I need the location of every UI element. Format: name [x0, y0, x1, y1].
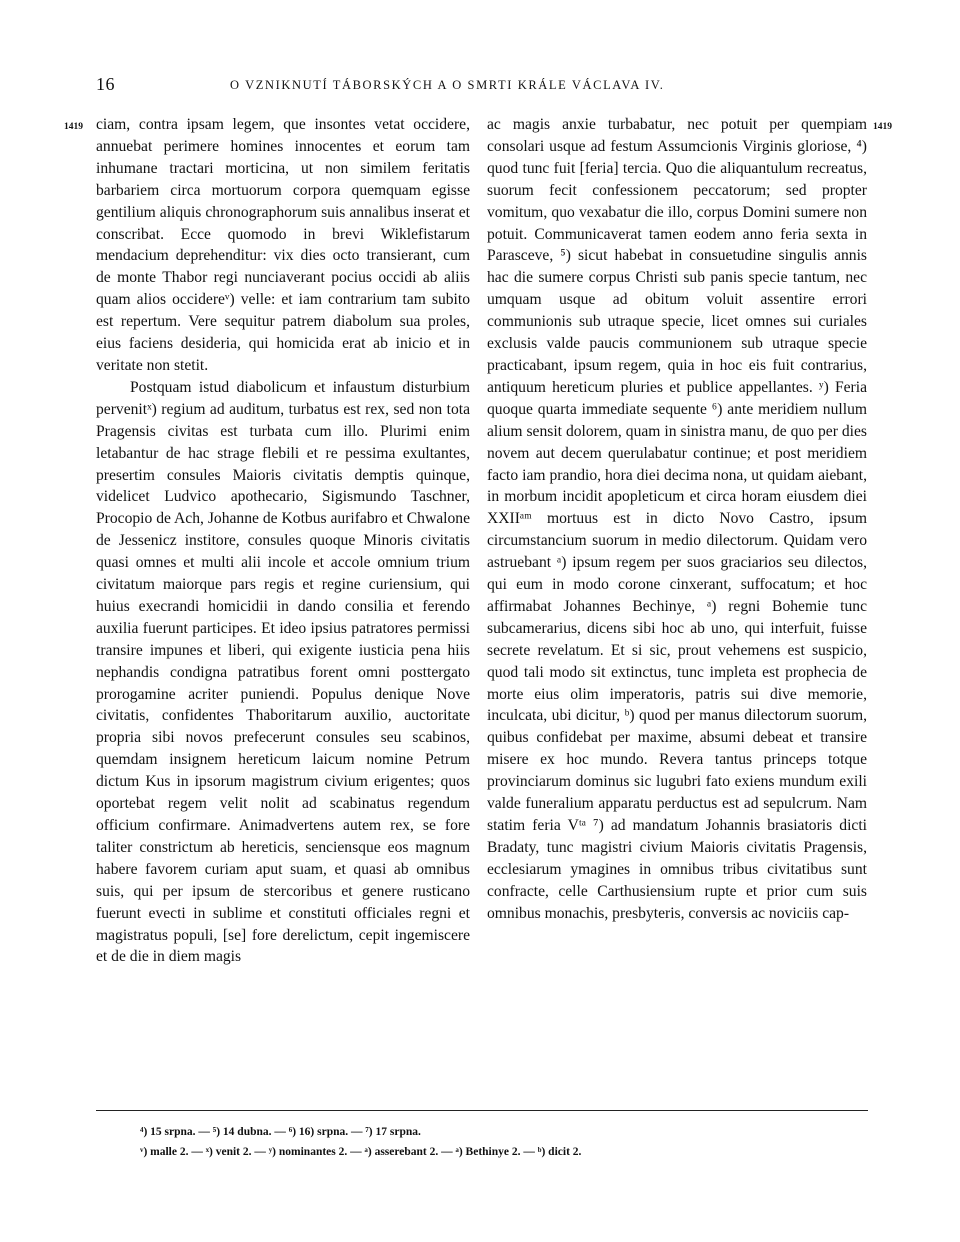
paragraph: ac magis anxie turbabatur, nec potuit per quempiam consolari usque ad festum Assumcionis Virginis gloriose, ⁴) quod tunc fuit [feria] tercia. Quo die aliquantulum recreatus, suorum fecit confessionem peccatorum; sed propter vomitum, quo vexabatur die illo, corpus Domini sumere non potuit. Communicaverat tamen eodem anno feria sexta in Parasceve, ⁵) sicut habebat in consuetudine singulis annis hac die sumere corpus Christi sub panis specie tantum, nec umquam usque ad obitum voluit assentire errori communionis sub utraque specie, licet omnes sui curiales exclusis valde paucis communionem sub utraque specie practicabant, ipsum regem, quia in hoc eis fuit contrarius, antiquum hereticum pluries et publice appellantes. ʸ) Feria quoque quarta immediate sequente ⁶) ante meridiem nullum alium sensit dolorem, quam in sinistra manu, de quo per dies novem aut decem querulabatur continue; et post meridiem facto iam prandio, hora diei decima nona, ut quidam aiebant, in morbum incidit apopleticum et circa horam eiusdem diei XXIIᵃᵐ mortuus est in dicto Novo Castro, ipsum circumstancium suorum in medio dilectorum. Quidam vero astruebant ᵃ) ipsum regem per suos graciarios seu dilectos, qui eum in modo corone cinxerant, suffocatum; et hoc affirmabat Johannes Bechinye, ᵃ) regni Bohemie tunc subcamerarius, dicens sibi hoc ab uno, qui interfuit, fuisse secrete revelatum. Et si sic, prout vehemens est suspicio, quod tali modo sit extinctus, tunc impleta est prophecia de morte eius olim imperatoris, patris sui dive memorie, inculcata, ubi dicitur, ᵇ) quod per manus dilectorum suorum, quibus confidebat per maxime, absumi debeat et transire misere ex hoc mundo. Revera tantus princeps totque provinciarum dominus sic lugubri fato exiens mundum exili valde funeralium apparatu perductus est ad sepulcrum. Nam statim feria Vᵗᵃ ⁷) ad mandatum Johannis brasiatoris dicti Bradaty, tunc magistri civium Maioris civitatis Pragensis, ecclesiarum ymagines in omnibus tribus civitatibus sunt confracte, celle Carthusiensium rupte et prior cum suis omnibus monachis, presbyteris, conversis ac noviciis cap- [487, 116, 867, 922]
running-title: O VZNIKNUTÍ TÁBORSKÝCH A O SMRTI KRÁLE VÁCLAVA IV. [230, 78, 665, 92]
footnotes [140, 1122, 860, 1162]
left-column [96, 114, 470, 1100]
right-column [487, 114, 867, 1100]
paragraph: Postquam istud diabolicum et infaustum disturbium pervenitˣ) regium ad auditum, turbatus est rex, sed non tota Pragensis civitas est turbata cum illo. Plurimi enim letabantur de hac strage flebili et re pessima exultantes, presertim consules Maioris civitatis demptis quinque, videlicet Ludvico apothecario, Sigismundo Taschner, Procopio de Ach, Johanne de Kotbus aurifabro et Chwalone de Jessenicz institore, consules quoque Minoris civitatis quasi omnes et multi alii incole et accole omnium trium civitatum maiorque pars regis et regine curiensium, qui huius execrandi homicidii in dando consilia et ferendo auxilia fuerunt participes. Et ideo ipsius patratores permissi transire impunes et liberi, qui exigente iusticia pena hiis nephandis condigna patratibus forent omni posttergato prorogamine acriter puniendi. Populus denique Nove civitatis, confidentes Thaboritarum auxilio, auctoritate propria sibi novos prefecerunt consules seu scabinos, quemdam insignem hereticum laicum nomine Petrum dictum Kus in ipsorum magistrum civium erigentes; quos oportebat regem velit nolit ad scabinatus regendum officium confirmare. Animadvertens autem rex, se fore taliter constrictum ab hereticis, senciensque eos magnum habere favorem curiam aput suam, et quasi ab omnibus suis, qui per ipsum de stercoribus et genere rusticano fuerunt evecti in sublime et constituti officiales regni et magistratus populi, [se] fore derelictum, cepit ingemiscere et de die in diem magis [96, 378, 470, 966]
footnote-rule [96, 1110, 868, 1111]
footnote-line: ᵛ) malle 2. — ˣ) venit 2. — ʸ) nominantes 2. — ᵃ) asserebant 2. — ᵃ) Bethinye 2. — ᵇ) dicit 2. [140, 1146, 582, 1158]
page-number: 16 [96, 74, 115, 94]
paragraph: ciam, contra ipsam legem, que insontes vetat occidere, annuebat perimere homines innocentes et eorum tam inhumane tractari morticina, ut non similem feritatis barbariem circa mortuorum corpora quemquam egisse gentilium aliquis chronographorum suis annalibus inserat et conscribat. Ecce quomodo in brevi Wiklefistarum mendacium deprehenditur: vix dies octo transierant, cum de monte Thabor regi nunciaverant pocius occidi ab aliis quam alios occidereᵛ) velle: et iam contrarium tam subito est repertum. Vere sequitur patrem diabolum sua proles, eius faciens desideria, qui homicida erat ab inicio et in veritate non stetit. [96, 116, 470, 374]
margin-year-right: 1419 [873, 122, 892, 132]
footnote-line: ⁴) 15 srpna. — ⁵) 14 dubna. — ⁶) 16) srpna. — ⁷) 17 srpna. [140, 1126, 421, 1138]
margin-year-left: 1419 [64, 122, 83, 132]
